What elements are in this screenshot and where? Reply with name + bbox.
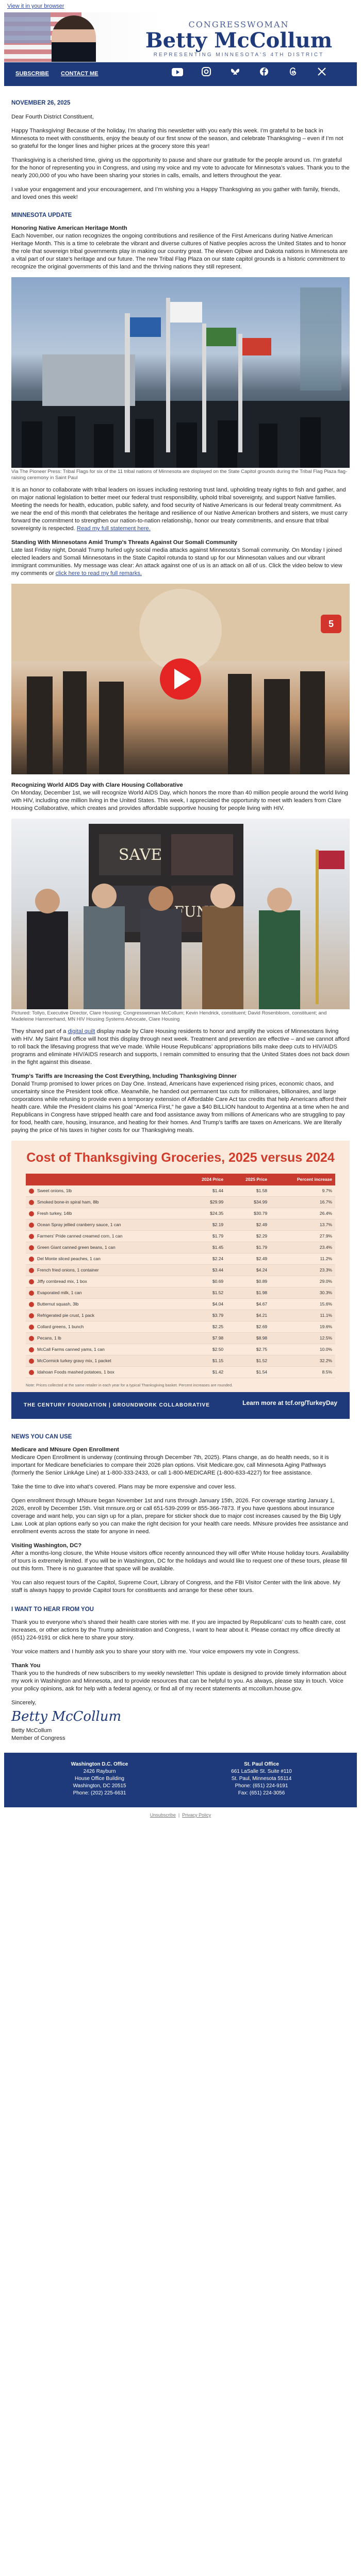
signature: Betty McCollum xyxy=(11,1709,122,1724)
value-cell: 26.4% xyxy=(270,1208,335,1219)
bluesky-icon[interactable] xyxy=(228,67,242,81)
value-cell: $1.52 xyxy=(226,1355,270,1367)
value-cell: $34.99 xyxy=(226,1197,270,1208)
value-cell: $2.50 xyxy=(183,1344,226,1355)
value-cell: 16.7% xyxy=(270,1197,335,1208)
value-cell: $2.25 xyxy=(183,1321,226,1333)
value-cell: $1.44 xyxy=(183,1185,226,1197)
table-row xyxy=(26,1185,335,1197)
item-label: Farmers’ Pride canned creamed corn, 1 can xyxy=(37,1233,123,1239)
thank-you-body: Thank you to the hundreds of new subscribers to my weekly newsletter! This update is designed to provide timely information about my work in Washington and Minnesota, and to provide resources that can be helpful to you. As always, please stay in touch. Voice your policy opinions, ask for help with a federal agency, or find all of my recent statements at mccollum.house.gov. xyxy=(11,1670,347,1692)
dc-office-line: Washington, DC 20515 xyxy=(73,1783,126,1789)
newsletter-date: NOVEMBER 26, 2025 xyxy=(11,100,71,106)
value-cell: $1.79 xyxy=(226,1242,270,1253)
digital-quilt-link[interactable]: digital quilt xyxy=(68,1028,95,1035)
grocery-cost-table xyxy=(26,1174,335,1378)
dc-office xyxy=(40,1761,159,1797)
item-label: Evaporated milk, 1 can xyxy=(37,1290,82,1295)
item-label: Pecans, 1 lb xyxy=(37,1335,61,1341)
value-cell: $0.69 xyxy=(183,1276,226,1287)
item-label: Sweet onions, 1lb xyxy=(37,1188,72,1193)
item-label: Butternut squash, 3lb xyxy=(37,1301,79,1307)
table-row xyxy=(26,1265,335,1276)
table-row xyxy=(26,1321,335,1333)
value-cell: 9.7% xyxy=(270,1185,335,1197)
grocery-icon xyxy=(29,1370,34,1375)
value-cell: $2.19 xyxy=(183,1219,226,1231)
grocery-cost-chart xyxy=(11,1141,350,1419)
item-cell xyxy=(26,1355,183,1367)
item-cell xyxy=(26,1197,183,1208)
stpaul-office-line: Phone: (651) 224-9191 xyxy=(235,1783,288,1789)
table-header-row xyxy=(26,1174,335,1185)
greeting: Dear Fourth District Constituent, xyxy=(11,114,94,120)
value-cell: $4.24 xyxy=(226,1265,270,1276)
value-cell: 12.5% xyxy=(270,1333,335,1344)
item-label: Fresh turkey, 14lb xyxy=(37,1211,72,1216)
closing: Sincerely, xyxy=(11,1700,37,1706)
stpaul-office-title: St. Paul Office xyxy=(244,1761,279,1767)
contact-me-link[interactable]: CONTACT ME xyxy=(61,71,99,77)
news-heading: NEWS YOU CAN USE xyxy=(11,1434,72,1440)
table-row xyxy=(26,1310,335,1321)
value-cell: $1.54 xyxy=(226,1367,270,1378)
aids-body-2 xyxy=(11,1028,350,1066)
value-cell: 11.2% xyxy=(270,1253,335,1265)
grocery-icon xyxy=(29,1257,34,1262)
item-cell xyxy=(26,1367,183,1378)
table-row xyxy=(26,1333,335,1344)
dc-body: After a months-long closure, the White House visitors office recently announced they will offer White House holiday tours. Availability of tours is extremely limited. If you will be in Washington, DC for the holidays and would like to request one of these tours, please fill out this form. There is no guarantee that space will be available. xyxy=(11,1550,349,1572)
intro-paragraph-1: Happy Thanksgiving! Because of the holiday, I’m sharing this newsletter with you early this week. I’m grateful to be back in Minnesota to meet with constituents, enjoy the beauty of our first snow of the season, and celebrate Thanksgiving – even if I’m not so grateful for the longer lines and higher prices at the grocery store this year! xyxy=(11,128,343,149)
column-header: 2025 Price xyxy=(226,1174,270,1185)
item-cell xyxy=(26,1253,183,1265)
brand-district: REPRESENTING MINNESOTA'S 4TH DISTRICT xyxy=(153,52,324,58)
grocery-icon xyxy=(29,1211,34,1216)
clare-housing-photo xyxy=(11,819,350,1009)
value-cell: $2.75 xyxy=(226,1344,270,1355)
table-row xyxy=(26,1299,335,1310)
grocery-icon xyxy=(29,1325,34,1330)
item-cell xyxy=(26,1231,183,1242)
tariffs-body: Donald Trump promised to lower prices on Day One. Instead, Americans have experienced rising prices, economic chaos, and uncertainty since the President took office. Meanwhile, he handed out permanent tax cuts for millionaires, billionaires, and large corporations while refusing to provide even a temporary extension of Affordable Care Act tax credits that help Americans afford their health care. While the President claims his goal “America First,” he gave a $40 BILLION handout to Argentina at a time when he and Republicans in Congress have stripped health care and food assistance away from millions of Americans who are struggling to pay for food, health care, housing, insurance, and heating for their homes. And Trump’s tariffs are taxes on Americans. We are literally paying the price of his taxes in higher costs for our Thanksgiving meals. xyxy=(11,1081,349,1133)
value-cell: $4.67 xyxy=(226,1299,270,1310)
aids-title: Recognizing World AIDS Day with Clare Housing Collaborative xyxy=(11,782,183,788)
item-label: Idahoan Foods mashed potatoes, 1 box xyxy=(37,1369,114,1375)
instagram-icon[interactable] xyxy=(199,67,214,81)
value-cell: $4.21 xyxy=(226,1310,270,1321)
item-cell xyxy=(26,1208,183,1219)
grocery-icon xyxy=(29,1223,34,1228)
minnesota-update-heading: MINNESOTA UPDATE xyxy=(11,212,72,218)
hear-body-1: Thank you to everyone who’s shared their health care stories with me. If you are impacted by Republicans’ cuts to health care, cost increases, or other actions by the Trump administration and Congress, I want to hear about it. Please contact my office directly at (651) 224-9191 or click here to share your story. xyxy=(11,1619,346,1641)
value-cell: $2.69 xyxy=(226,1321,270,1333)
item-cell xyxy=(26,1321,183,1333)
item-label: McCall Farms canned yams, 1 can xyxy=(37,1347,105,1352)
table-row xyxy=(26,1231,335,1242)
value-cell: 27.9% xyxy=(270,1231,335,1242)
capitol-rotunda-video[interactable] xyxy=(11,584,350,774)
item-cell xyxy=(26,1310,183,1321)
dc-office-title: Washington D.C. Office xyxy=(71,1761,128,1767)
chart-footer-strip xyxy=(11,1392,350,1419)
aids-body-2-a: They shared part of a xyxy=(11,1028,67,1035)
value-cell: $1.58 xyxy=(226,1185,270,1197)
grocery-icon xyxy=(29,1336,34,1341)
native-heritage-body-2-text: It is an honor to collaborate with tribal leaders on issues including restoring trust land, upholding treaty rights to fish and gather, and on major national legislation to better meet our federal trust responsibility, uphold tribal sovereignty, and support Native families. Meeting the needs for health, education, public safety, and food security of Native Americans is our federal treaty commitment. As we near the end of this month that celebrates the heritage and resilience of our Native American brothers and sisters, we must carry forward the commitment to strengthen our nation-to-nation relationship, honor our treaty commitments, and ensure that tribal sovereignty is respected. xyxy=(11,487,348,532)
bottom-links: Unsubscribe | Privacy Policy xyxy=(150,1812,211,1818)
grocery-icon xyxy=(29,1200,34,1205)
item-cell xyxy=(26,1299,183,1310)
value-cell: $3.79 xyxy=(183,1310,226,1321)
value-cell: 10.0% xyxy=(270,1344,335,1355)
intro-paragraph-2: Thanksgiving is a cherished time, giving us the opportunity to pause and share our gratitude for the people around us. I’m grateful for the honor of representing you in Congress, and using my voice and my vote to advocate for Minnesota’s values. Thank you to the nearly 200,000 of you who have been sharing your stories in calls, emails, and letters throughout the year. xyxy=(11,157,350,179)
dc-title: Visiting Washington, DC? xyxy=(11,1543,82,1549)
value-cell: $24.35 xyxy=(183,1208,226,1219)
x-icon[interactable] xyxy=(315,67,329,81)
column-header xyxy=(26,1174,183,1185)
value-cell: 15.6% xyxy=(270,1299,335,1310)
somali-title: Standing With Minnesotans Amid Trump’s Threats Against Our Somali Community xyxy=(11,539,238,546)
item-label: Del Monte sliced peaches, 1 can xyxy=(37,1256,101,1261)
subscribe-link[interactable]: SUBSCRIBE xyxy=(15,71,49,77)
portrait-photo xyxy=(52,15,96,62)
value-cell: $1.52 xyxy=(183,1287,226,1299)
dc-body-2: You can also request tours of the Capitol, Supreme Court, Library of Congress, and the FBI Visitor Center with the link above. My staff is always happy to provide Capitol tours for constituents and arrange for these other tours. xyxy=(11,1580,341,1594)
privacy-policy-link[interactable]: Privacy Policy xyxy=(182,1812,211,1818)
tribal-photo-caption: Via The Pioneer Press: Tribal Flags for six of the 11 tribal nations of Minnesota are displayed on the State Capitol grounds during the Tribal Flag Plaza flag-raising ceremony in Saint Paul xyxy=(11,469,348,481)
native-heritage-body: Each November, our nation recognizes the ongoing contributions and resilience of the First Americans during Native American Heritage Month. This is a time to celebrate the vibrant and diverse cultures of Native peoples across the United States and to honor the role that sovereign tribal governments play in making our country great. The eleven Ojibwe and Dakota nations in Minnesota are a vital part of our state’s heritage and our future. The new Tribal Flag Plaza on our state capitol grounds is a historic commitment to recognize the original governments of this land and the thriving nations they still represent. xyxy=(11,233,348,270)
thank-you-title: Thank You xyxy=(11,1663,41,1669)
value-cell: $7.98 xyxy=(183,1333,226,1344)
item-cell xyxy=(26,1333,183,1344)
item-label: Jiffy cornbread mix, 1 box xyxy=(37,1279,87,1284)
value-cell: $29.99 xyxy=(183,1197,226,1208)
item-label: Refrigerated pie crust, 1 pack xyxy=(37,1313,95,1318)
chart-note: Note: Prices collected at the same retailer in each year for a typical Thanksgiving basket. Percent increases are rounded. xyxy=(26,1383,233,1387)
value-cell: 19.6% xyxy=(270,1321,335,1333)
table-body xyxy=(26,1185,335,1378)
grocery-icon xyxy=(29,1302,34,1307)
grocery-icon xyxy=(29,1245,34,1250)
table-row xyxy=(26,1253,335,1265)
value-cell: 23.3% xyxy=(270,1265,335,1276)
medicare-title: Medicare and MNsure Open Enrollment xyxy=(11,1447,119,1453)
value-cell: $0.89 xyxy=(226,1276,270,1287)
navbar xyxy=(4,62,357,86)
footer xyxy=(4,1753,357,1807)
unsubscribe-link[interactable]: Unsubscribe xyxy=(150,1812,176,1818)
grocery-icon xyxy=(29,1279,34,1284)
svg-text:SAVE: SAVE xyxy=(118,846,162,864)
value-cell: $30.79 xyxy=(226,1208,270,1219)
value-cell: $1.42 xyxy=(183,1367,226,1378)
grocery-icon xyxy=(29,1313,34,1318)
intro-paragraph-3: I value your engagement and your encouragement, and I’m wishing you a Happy Thanksgiving as you gather with family, friends, and loved ones this week! xyxy=(11,187,340,200)
grocery-icon xyxy=(29,1291,34,1296)
table-row xyxy=(26,1219,335,1231)
svg-text:5: 5 xyxy=(328,619,334,629)
full-statement-link[interactable]: Read my full statement here. xyxy=(76,526,151,532)
header-banner xyxy=(4,12,357,62)
column-header: 2024 Price xyxy=(183,1174,226,1185)
view-in-browser-link[interactable]: View it in your browser xyxy=(7,3,64,9)
table-row xyxy=(26,1367,335,1378)
value-cell: $1.15 xyxy=(183,1355,226,1367)
stpaul-office-line: Fax: (651) 224-3056 xyxy=(238,1790,285,1796)
table-row xyxy=(26,1197,335,1208)
brand-congresswoman: CONGRESSWOMAN xyxy=(188,20,289,29)
grocery-icon xyxy=(29,1268,34,1273)
value-cell: 13.7% xyxy=(270,1219,335,1231)
native-heritage-title: Honoring Native American Heritage Month xyxy=(11,225,127,231)
value-cell: $1.98 xyxy=(226,1287,270,1299)
facebook-icon[interactable] xyxy=(257,67,271,81)
mnsure-body: Open enrollment through MNsure began November 1st and runs through January 15th, 2026. For coverage starting January 1, 2026, enroll by December 15th. Visit mnsure.org or call 651-539-2099 or 855-366-7873. If you have questions about insurance coverage and want help, you can sign up for a plan, prepare for sticker shock due to major cost increases caused by the Big Ugly Law. Look at plan options early so you can make the right decision for your health care needs. MNsure provides free assistance and enrollment events across the state for anyone in need. xyxy=(11,1498,348,1535)
value-cell: 32.2% xyxy=(270,1355,335,1367)
value-cell: $4.04 xyxy=(183,1299,226,1310)
item-cell xyxy=(26,1265,183,1276)
somali-body-text: Late last Friday night, Donald Trump hurled ugly social media attacks against Minnesota’s Somali community. On Monday I joined elected leaders and Somali Minnesotans in the State Capitol rotunda to stand up for our Minnesotan values and our vibrant immigrant communities. My message was clear: An attack against one of us is an attack on all of us. Click the video below to view my comments or xyxy=(11,547,342,577)
value-cell: 30.3% xyxy=(270,1287,335,1299)
full-remarks-link[interactable]: click here to read my full remarks. xyxy=(55,570,142,577)
somali-body xyxy=(11,547,350,578)
table-row xyxy=(26,1287,335,1299)
dc-office-line: 2426 Rayburn xyxy=(83,1769,116,1774)
value-cell: $2.49 xyxy=(226,1253,270,1265)
grocery-icon xyxy=(29,1359,34,1364)
brand-name: Betty McCollum xyxy=(145,28,333,53)
clare-photo-caption: Pictured: Tollyo, Executive Director, Clare Housing; Congresswoman McCollum; Kevin Hendrick, constituent; David Rosenbloom, constituent; and Madeleine Hammerhand, MN HIV Housing Systems Advocate, Clare Housing xyxy=(11,1010,327,1022)
table-row xyxy=(26,1344,335,1355)
medicare-body: Medicare Open Enrollment is underway (continuing through December 7th, 2025). Plans change, as do health needs, so it is important for Medicare beneficiaries to compare their 2026 plan options. Visit Medicare.gov, call Minnesota Aging Pathways (formerly the Senior LinkAge Line) at 1-800-333-2433, or call 1-800-MEDICARE (1-800-633-4227) for free assistance. xyxy=(11,1454,329,1476)
youtube-icon[interactable] xyxy=(170,67,185,81)
table-row xyxy=(26,1355,335,1367)
signer-title: Member of Congress xyxy=(11,1735,65,1741)
table-row xyxy=(26,1242,335,1253)
threads-icon[interactable] xyxy=(286,67,300,81)
value-cell: $1.45 xyxy=(183,1242,226,1253)
value-cell: $2.49 xyxy=(226,1219,270,1231)
chart-learn-more[interactable]: Learn more at tcf.org/TurkeyDay xyxy=(242,1399,337,1406)
chart-sources: THE CENTURY FOUNDATION | GROUNDWORK COLLABORATIVE xyxy=(24,1402,210,1408)
native-heritage-body-2 xyxy=(11,486,350,533)
grocery-icon xyxy=(29,1234,34,1239)
medicare-body-2: Take the time to dive into what’s covered. Plans may be more expensive and cover less. xyxy=(11,1484,236,1490)
grocery-icon xyxy=(29,1347,34,1352)
grocery-icon xyxy=(29,1189,34,1194)
item-label: Green Giant canned green beans, 1 can xyxy=(37,1245,116,1250)
aids-body-2-b: display made by Clare Housing residents to honor and amplify the voices of Minnesotans living with HIV. My Saint Paul office will host this display through next week. Treatment and prevention are effective – and we cannot afford to roll back the lifesaving progress that we’ve made. While House Republicans’ appropriations bills make deep cuts to HIV/AIDS programs and eliminate HIV/AIDS research and supports, I remain committed to ensuring that the United States does not back down in the fight against this disease. xyxy=(11,1028,350,1065)
brand-block xyxy=(136,20,342,58)
table-row xyxy=(26,1208,335,1219)
item-cell xyxy=(26,1344,183,1355)
stpaul-office-line: 661 LaSalle St. Suite #110 xyxy=(231,1769,292,1774)
signer-name: Betty McCollum xyxy=(11,1727,52,1734)
value-cell: 11.1% xyxy=(270,1310,335,1321)
stpaul-office xyxy=(202,1761,321,1797)
value-cell: $2.24 xyxy=(183,1253,226,1265)
item-cell xyxy=(26,1219,183,1231)
content xyxy=(0,99,361,1742)
dc-office-line: Phone: (202) 225-6631 xyxy=(73,1790,126,1796)
item-label: Ocean Spray jellied cranberry sauce, 1 can xyxy=(37,1222,121,1227)
table-row xyxy=(26,1276,335,1287)
hear-from-you-heading: I WANT TO HEAR FROM YOU xyxy=(11,1606,94,1613)
tribal-flag-plaza-photo xyxy=(11,277,350,468)
tariffs-title: Trump’s Tariffs are Increasing the Cost Everything, Including Thanksgiving Dinner xyxy=(11,1073,237,1079)
value-cell: 29.0% xyxy=(270,1276,335,1287)
value-cell: $1.79 xyxy=(183,1231,226,1242)
item-cell xyxy=(26,1242,183,1253)
dc-office-line: House Office Building xyxy=(75,1776,124,1782)
item-label: Collard greens, 1 bunch xyxy=(37,1324,84,1329)
stpaul-office-line: St. Paul, Minnesota 55114 xyxy=(231,1776,292,1782)
chart-title: Cost of Thanksgiving Groceries, 2025 versus 2024 xyxy=(26,1150,335,1165)
value-cell: $2.29 xyxy=(226,1231,270,1242)
item-label: French fried onions, 1 container xyxy=(37,1267,99,1273)
item-cell xyxy=(26,1185,183,1197)
value-cell: $3.44 xyxy=(183,1265,226,1276)
value-cell: 23.4% xyxy=(270,1242,335,1253)
value-cell: $8.98 xyxy=(226,1333,270,1344)
value-cell: 8.5% xyxy=(270,1367,335,1378)
hear-body-2: Your voice matters and I humbly ask you to share your story with me. Your voice empowers my vote in Congress. xyxy=(11,1649,300,1655)
top-line xyxy=(0,0,361,12)
item-cell xyxy=(26,1276,183,1287)
item-label: McCormick turkey gravy mix, 1 packet xyxy=(37,1358,111,1363)
item-cell xyxy=(26,1287,183,1299)
aids-body: On Monday, December 1st, we will recognize World AIDS Day, which honors the more than 40 million people around the world living with HIV, including one million living in the United States. This week, I appreciated the opportunity to meet with leaders from Clare Housing Collaborative, which creates and provides affordable supportive housing for people living with HIV. xyxy=(11,790,348,811)
item-label: Smoked bone-in spiral ham, 8lb xyxy=(37,1199,99,1205)
column-header: Percent increase xyxy=(270,1174,335,1185)
